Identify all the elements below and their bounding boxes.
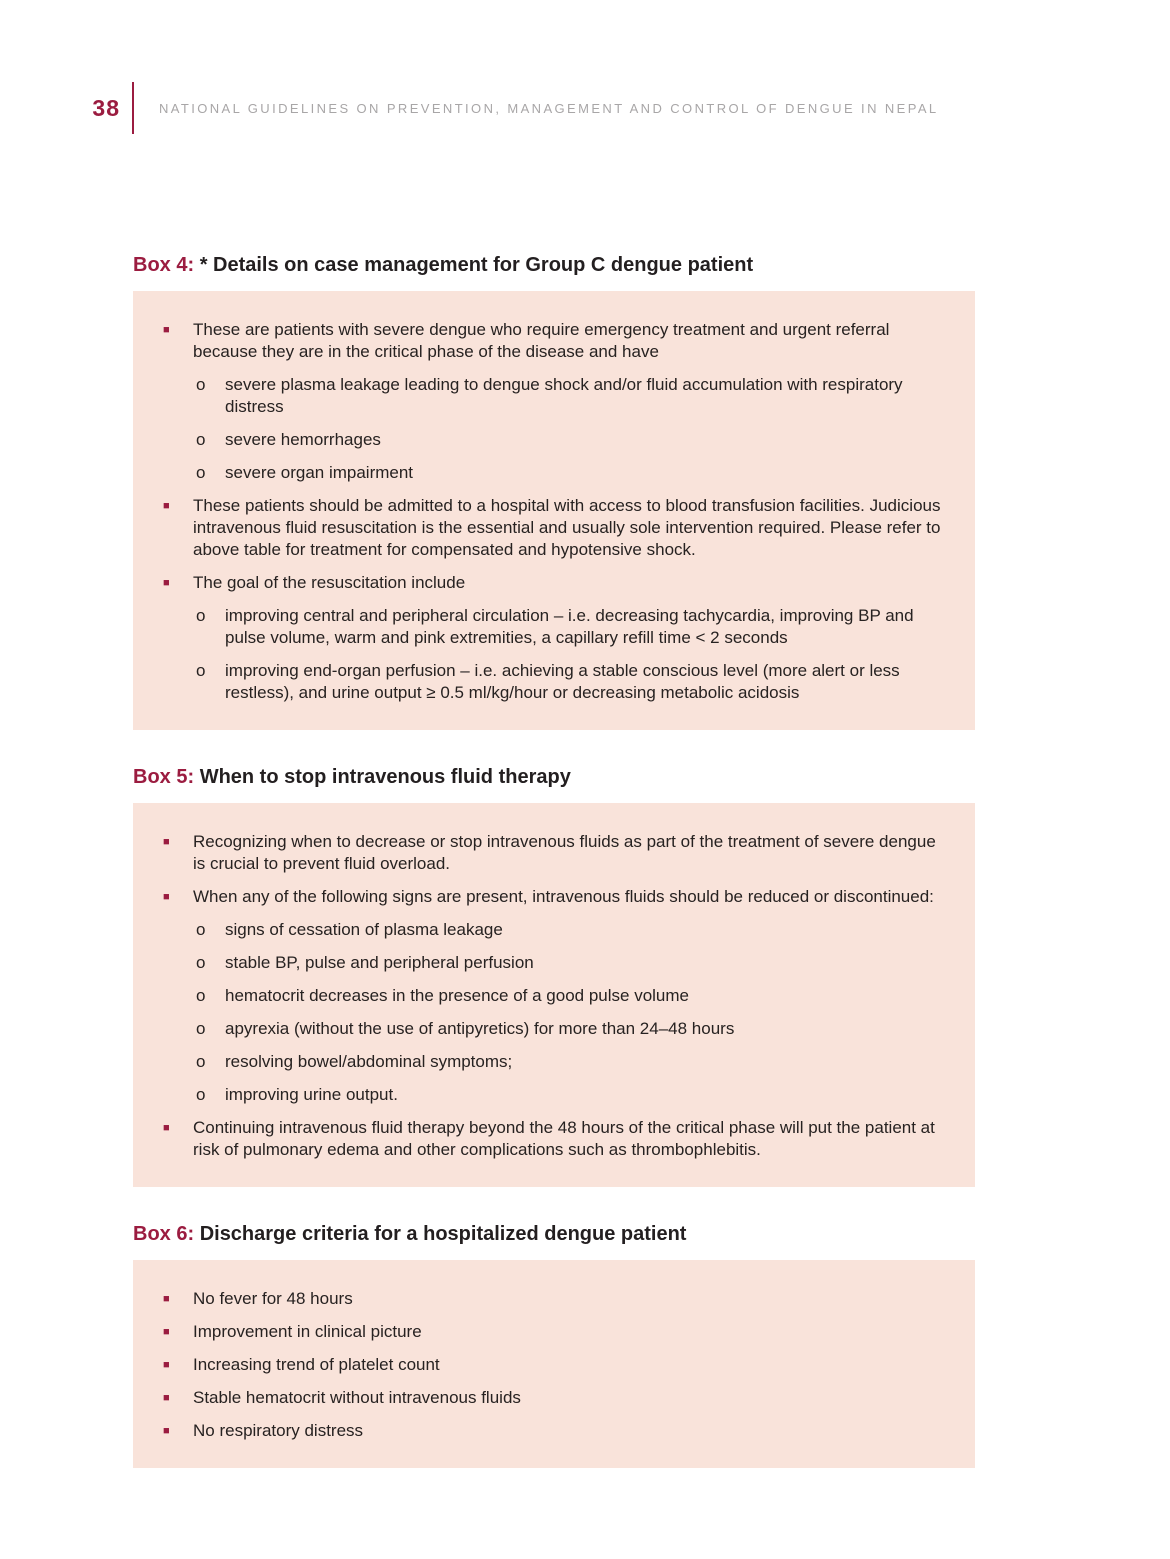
circle-bullet-icon: o [196, 986, 206, 1005]
box-title: When to stop intravenous fluid therapy [199, 766, 571, 788]
item-text: No fever for 48 hours [193, 1289, 353, 1308]
box-heading [133, 252, 975, 278]
bullet-item [163, 1288, 945, 1310]
sub-bullet-item [196, 1018, 945, 1040]
square-bullet-icon: ■ [163, 1359, 170, 1371]
bullet-item [163, 1321, 945, 1343]
circle-bullet-icon: o [196, 1019, 206, 1038]
circle-bullet-icon: o [196, 430, 206, 449]
box-body [133, 291, 975, 730]
box-section-4 [133, 252, 975, 730]
item-text: severe hemorrhages [225, 430, 381, 449]
item-text: severe plasma leakage leading to dengue shock and/or fluid accumulation with respiratory distress [225, 375, 903, 416]
bullet-item [163, 572, 945, 594]
item-text: hematocrit decreases in the presence of a good pulse volume [225, 986, 689, 1005]
square-bullet-icon: ■ [163, 577, 170, 589]
item-text: Recognizing when to decrease or stop intravenous fluids as part of the treatment of severe dengue is crucial to prevent fluid overload. [193, 832, 936, 873]
item-text: No respiratory distress [193, 1421, 364, 1440]
item-text: The goal of the resuscitation include [193, 573, 466, 592]
sub-bullet-item [196, 1051, 945, 1073]
sub-bullet-item [196, 605, 945, 649]
sub-bullet-item [196, 374, 945, 418]
header-title: NATIONAL GUIDELINES ON PREVENTION, MANAGEMENT AND CONTROL OF DENGUE IN NEPAL [159, 100, 939, 116]
item-text: When any of the following signs are present, intravenous fluids should be reduced or discontinued: [193, 887, 934, 906]
box-title: * Details on case management for Group C dengue patient [199, 254, 754, 276]
item-text: signs of cessation of plasma leakage [225, 920, 503, 939]
square-bullet-icon: ■ [163, 500, 170, 512]
sub-bullet-item [196, 660, 945, 704]
item-text: Improvement in clinical picture [193, 1322, 422, 1341]
square-bullet-icon: ■ [163, 836, 170, 848]
content [133, 0, 975, 1502]
page-number: 38 [92, 94, 120, 121]
circle-bullet-icon: o [196, 1052, 206, 1071]
box-title: Discharge criteria for a hospitalized dengue patient [199, 1223, 687, 1245]
box-body [133, 1260, 975, 1468]
sub-bullet-item [196, 462, 945, 484]
bullet-item [163, 1387, 945, 1409]
bullet-item [163, 1354, 945, 1376]
sub-bullet-item [196, 985, 945, 1007]
item-text: Stable hematocrit without intravenous fluids [193, 1388, 521, 1407]
bullet-item [163, 1117, 945, 1161]
item-text: Continuing intravenous fluid therapy beyond the 48 hours of the critical phase will put the patient at risk of pulmonary edema and other complications such as thrombophlebitis. [193, 1118, 935, 1159]
circle-bullet-icon: o [196, 953, 206, 972]
square-bullet-icon: ■ [163, 1293, 170, 1305]
sub-bullet-item [196, 429, 945, 451]
box-body [133, 803, 975, 1187]
circle-bullet-icon: o [196, 1085, 206, 1104]
box-heading [133, 1221, 975, 1247]
sub-bullet-item [196, 919, 945, 941]
box-label: Box 6: [133, 1223, 200, 1245]
bullet-item [163, 319, 945, 363]
item-text: improving urine output. [225, 1085, 398, 1104]
item-text: Increasing trend of platelet count [193, 1355, 440, 1374]
item-text: improving central and peripheral circulation – i.e. decreasing tachycardia, improving BP and pulse volume, warm and pink extremities, a capillary refill time < 2 seconds [225, 606, 914, 647]
box-section-5 [133, 764, 975, 1187]
item-text: These are patients with severe dengue who require emergency treatment and urgent referral because they are in the critical phase of the disease and have [193, 320, 890, 361]
sub-bullet-item [196, 952, 945, 974]
item-text: apyrexia (without the use of antipyretics) for more than 24–48 hours [225, 1019, 735, 1038]
bullet-item [163, 831, 945, 875]
square-bullet-icon: ■ [163, 1392, 170, 1404]
circle-bullet-icon: o [196, 463, 206, 482]
box-heading [133, 764, 975, 790]
box-label: Box 4: [133, 254, 200, 276]
circle-bullet-icon: o [196, 661, 206, 680]
box-section-6 [133, 1221, 975, 1468]
bullet-item [163, 495, 945, 561]
square-bullet-icon: ■ [163, 1425, 170, 1437]
sub-bullet-item [196, 1084, 945, 1106]
box-label: Box 5: [133, 766, 200, 788]
circle-bullet-icon: o [196, 920, 206, 939]
item-text: severe organ impairment [225, 463, 414, 482]
circle-bullet-icon: o [196, 606, 206, 625]
bullet-item [163, 886, 945, 908]
circle-bullet-icon: o [196, 375, 206, 394]
bullet-item [163, 1420, 945, 1442]
item-text: stable BP, pulse and peripheral perfusion [225, 953, 534, 972]
square-bullet-icon: ■ [163, 324, 170, 336]
item-text: improving end-organ perfusion – i.e. achieving a stable conscious level (more alert or less restless), and urine output ≥ 0.5 ml/kg/hour or decreasing metabolic acidosis [225, 661, 900, 702]
square-bullet-icon: ■ [163, 1326, 170, 1338]
square-bullet-icon: ■ [163, 1122, 170, 1134]
item-text: These patients should be admitted to a hospital with access to blood transfusion facilities. Judicious intravenous fluid resuscitation is the essential and usually sole intervention required. Please refer to above table for treatment for compensated and hypotensive shock. [193, 496, 941, 559]
item-text: resolving bowel/abdominal symptoms; [225, 1052, 513, 1071]
square-bullet-icon: ■ [163, 891, 170, 903]
